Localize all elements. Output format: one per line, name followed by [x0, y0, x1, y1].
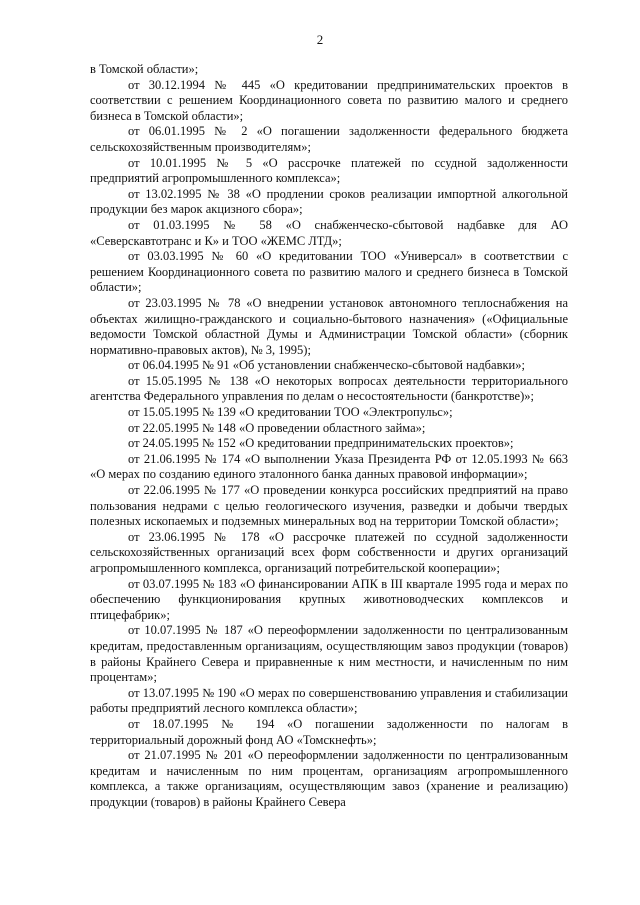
- paragraph: от 21.07.1995 № 201 «О переоформлении задолженности по централизованным кредитам и начисленным по ним процентам, организациям агропромышленного комплекса, а также организациям, осуществляющим завоз (хранение и реализацию) продукции (товаров) в районы Крайнего Севера: [90, 748, 568, 809]
- paragraph: от 06.01.1995 № 2 «О погашении задолженности федерального бюджета сельскохозяйственным производителям»;: [90, 124, 568, 154]
- paragraph: от 03.07.1995 № 183 «О финансировании АПК в III квартале 1995 года и мерах по обеспечению функционирования крупных животноводческих комплексов и птицефабрик»;: [90, 576, 568, 622]
- paragraph: от 06.04.1995 № 91 «Об установлении снабженческо-сбытовой надбавки»;: [128, 358, 525, 373]
- document-body: [90, 62, 568, 811]
- page-number: 2: [316, 32, 324, 47]
- paragraph: от 10.07.1995 № 187 «О переоформлении задолженности по централизованным кредитам, предоставленным организациям, осуществляющим завоз продукции (товаров) в районы Крайнего Севера и приравненные к ним местности, и начисленным по ним процентам»;: [90, 623, 568, 685]
- paragraph: от 23.03.1995 № 78 «О внедрении установок автономного теплоснабжения на объектах жилищно-гражданского и социально-бытового назначения» («Официальные ведомости Томской областной Думы и Администрации Томской области» (сборник нормативно-правовых актов), № 3, 1995);: [90, 295, 568, 357]
- paragraph: от 03.03.1995 № 60 «О кредитовании ТОО «Универсал» в соответствии с решением Координационного совета по развитию малого и среднего бизнеса в Томской области»;: [90, 249, 568, 295]
- paragraph: от 22.05.1995 № 148 «О проведении областного займа»;: [128, 420, 426, 435]
- paragraph: от 13.02.1995 № 38 «О продлении сроков реализации импортной алкогольной продукции без марок акцизного сбора»;: [90, 186, 568, 217]
- paragraph: от 21.06.1995 № 174 «О выполнении Указа Президента РФ от 12.05.1993 № 663 «О мерах по созданию единого эталонного банка данных правовой информации»;: [90, 451, 568, 482]
- paragraph: от 15.05.1995 № 138 «О некоторых вопросах деятельности территориального агентства Федерального управления по делам о несостоятельности (банкротстве)»;: [90, 373, 568, 404]
- paragraph: от 15.05.1995 № 139 «О кредитовании ТОО «Электропульс»;: [128, 405, 453, 420]
- paragraph: от 13.07.1995 № 190 «О мерах по совершенствованию управления и стабилизации работы предприятий лесного комплекса области»;: [90, 685, 568, 716]
- paragraph: от 18.07.1995 № 194 «О погашении задолженности по налогам в территориальный дорожный фонд АО «Томскнефть»;: [90, 716, 568, 747]
- paragraph: от 23.06.1995 № 178 «О рассрочке платежей по ссудной задолженности сельскохозяйственных организаций всех форм собственности и других организаций агропромышленного комплекса, организаций потребительской кооперации»;: [90, 529, 568, 575]
- paragraph: от 22.06.1995 № 177 «О проведении конкурса российских предприятий на право пользования недрами с целью геологического изучения, разведки и добычи твердых полезных ископаемых и подземных минеральных вод на территории Томской области»;: [90, 483, 568, 529]
- paragraph: в Томской области»;: [90, 62, 199, 76]
- paragraph: от 24.05.1995 № 152 «О кредитовании предпринимательских проектов»;: [128, 436, 514, 451]
- paragraph: от 01.03.1995 № 58 «О снабженческо-сбытовой надбавке для АО «Северскавтотранс и К» и ТОО «ЖЕМС ЛТД»;: [90, 217, 568, 248]
- paragraph: от 10.01.1995 № 5 «О рассрочке платежей по ссудной задолженности предприятий агропромышленного комплекса»;: [90, 155, 568, 186]
- paragraph: от 30.12.1994 № 445 «О кредитовании предпринимательских проектов в соответствии с решением Координационного совета по развитию малого и среднего бизнеса в Томской области»;: [90, 77, 568, 123]
